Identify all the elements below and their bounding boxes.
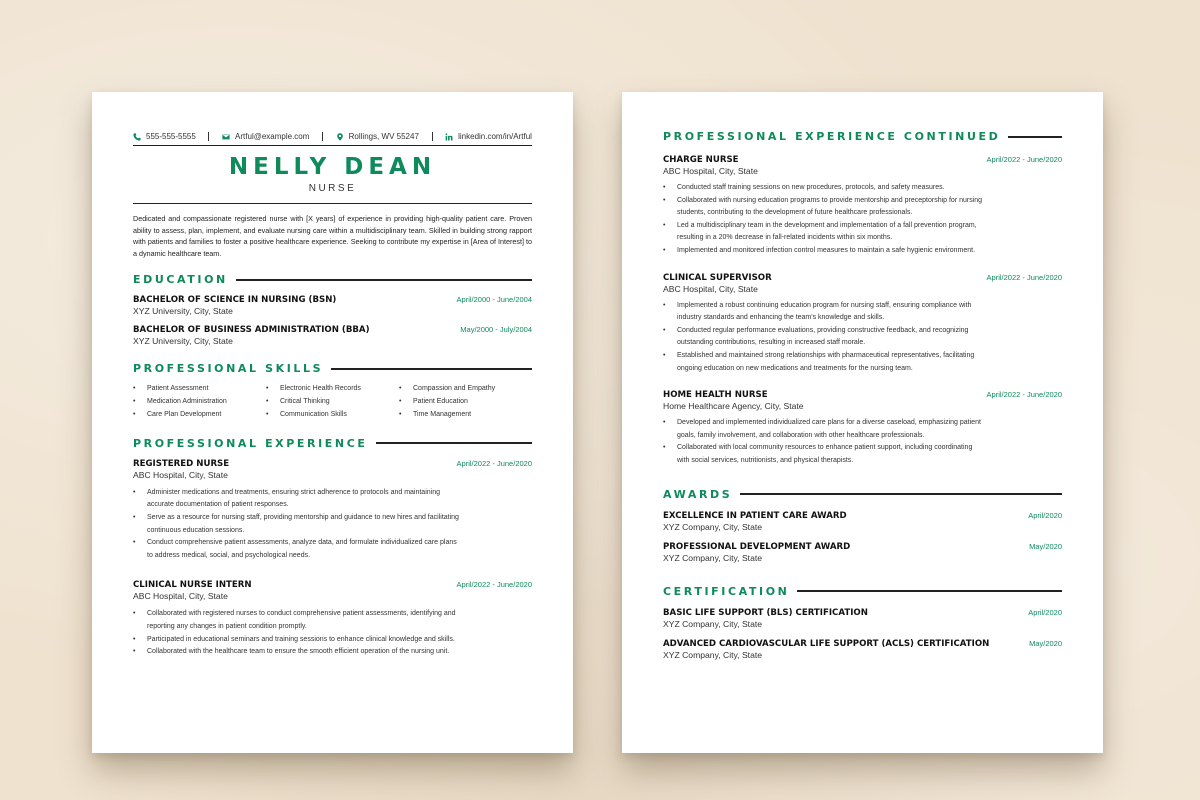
bullet-item: • Serve as a resource for nursing staff, providing mentorship and guidance to new hires and facilitating bbox=[133, 512, 532, 525]
phone-text: 555-555-5555 bbox=[146, 132, 196, 141]
job-place: Home Healthcare Agency, City, State bbox=[663, 401, 804, 412]
linkedin-text: linkedin.com/in/Artful bbox=[458, 132, 532, 141]
experience-heading bbox=[133, 437, 532, 450]
skill-item: • Critical Thinking bbox=[266, 397, 399, 408]
job-place: ABC Hospital, City, State bbox=[133, 469, 228, 480]
school-name: XYZ University, City, State bbox=[133, 336, 233, 347]
phone-icon bbox=[133, 133, 141, 141]
section-rule bbox=[236, 279, 532, 281]
job-date: April/2022 - June/2020 bbox=[986, 155, 1062, 164]
job-bullets bbox=[663, 300, 1062, 376]
degree-title: BACHELOR OF SCIENCE IN NURSING (BSN) bbox=[133, 295, 337, 306]
award-title: EXCELLENCE IN PATIENT CARE AWARD bbox=[663, 510, 847, 521]
job-date: April/2022 - June/2020 bbox=[986, 272, 1062, 282]
certification-org: XYZ Company, City, State bbox=[663, 649, 763, 660]
skill-item: • Medication Administration bbox=[133, 397, 266, 408]
bullet-item: students, contributing to the development of future healthcare professionals. bbox=[677, 209, 913, 217]
bullet-item: • Implemented a robust continuing education program for nursing staff, ensuring compliance with bbox=[663, 300, 1062, 313]
award-org: XYZ Company, City, State bbox=[663, 552, 763, 563]
award-date: April/2020 bbox=[1028, 510, 1062, 520]
bullet-item: • Developed and implemented individualized care plans for a diverse caseload, emphasizing patient bbox=[663, 417, 1062, 430]
bullet-item: • Established and maintained strong relationships with pharmaceutical representatives, facilitating bbox=[663, 350, 1062, 363]
certification-heading bbox=[663, 585, 1062, 598]
resume-page-2 bbox=[622, 92, 1103, 753]
linkedin-icon bbox=[445, 133, 453, 141]
certification-date: April/2020 bbox=[1028, 607, 1062, 617]
award-org: XYZ Company, City, State bbox=[663, 521, 763, 532]
awards-heading bbox=[663, 488, 1062, 501]
experience-entry bbox=[663, 155, 1062, 258]
skills-list bbox=[133, 384, 532, 421]
job-date: April/2022 - June/2020 bbox=[986, 390, 1062, 400]
candidate-name: NELLY DEAN bbox=[228, 154, 437, 180]
section-rule bbox=[1008, 136, 1062, 138]
bullet-item: • Led a multidisciplinary team in the development and implementation of a fall prevention program, bbox=[663, 220, 1062, 233]
certification-heading-text: CERTIFICATION bbox=[663, 584, 790, 598]
bullet-item: reporting any changes in patient condition promptly. bbox=[147, 623, 307, 631]
location-text: Rollings, WV 55247 bbox=[348, 132, 419, 141]
section-rule bbox=[331, 368, 532, 370]
resume-page-1 bbox=[92, 92, 573, 753]
job-bullets bbox=[133, 487, 532, 563]
experience-entry bbox=[133, 459, 532, 563]
email-text: Artful@example.com bbox=[235, 132, 310, 141]
contact-divider bbox=[322, 132, 323, 141]
education-heading bbox=[133, 273, 532, 286]
education-date: May/2000 - July/2004 bbox=[460, 325, 532, 335]
bullet-item: • Implemented and monitored infection control measures to maintain a safe hygienic environment. bbox=[663, 245, 1062, 258]
certification-date: May/2020 bbox=[1029, 638, 1062, 648]
bullet-item: outstanding contributions, resulting in increased staff morale. bbox=[677, 339, 866, 347]
section-rule bbox=[740, 493, 1062, 495]
degree-title: BACHELOR OF BUSINESS ADMINISTRATION (BBA) bbox=[133, 325, 370, 336]
experience-entry bbox=[133, 580, 532, 658]
contact-location bbox=[336, 132, 419, 141]
experience-continued-heading-text: PROFESSIONAL EXPERIENCE CONTINUED bbox=[663, 130, 1001, 143]
skill-item: • Communication Skills bbox=[266, 410, 399, 421]
job-bullets bbox=[663, 417, 1062, 467]
bullet-item: • Collaborated with the healthcare team to ensure the smooth efficient operation of the nursing unit. bbox=[133, 646, 532, 659]
contact-email[interactable] bbox=[222, 132, 309, 141]
experience-entry bbox=[663, 273, 1062, 376]
skill-item: • Patient Assessment bbox=[133, 384, 266, 395]
certification-entry bbox=[663, 639, 1062, 660]
experience-heading-text: PROFESSIONAL EXPERIENCE bbox=[133, 436, 368, 450]
skills-heading-text: PROFESSIONAL SKILLS bbox=[133, 362, 324, 376]
skill-item: • Compassion and Empathy bbox=[399, 384, 532, 395]
experience-entry bbox=[663, 390, 1062, 467]
award-date: May/2020 bbox=[1029, 541, 1062, 551]
bullet-item: • Collaborated with nursing education programs to provide mentorship and preceptorship for nursing bbox=[663, 195, 1062, 208]
bullet-item: • Collaborated with local community resources to enhance patient support, including coordinating bbox=[663, 442, 1062, 455]
bullet-item: • Participated in educational seminars and training sessions to enhance clinical knowledge and skills. bbox=[133, 634, 532, 647]
candidate-role: NURSE bbox=[133, 183, 532, 204]
skill-item: • Patient Education bbox=[399, 397, 532, 408]
certification-title: ADVANCED CARDIOVASCULAR LIFE SUPPORT (ACLS) CERTIFICATION bbox=[663, 638, 990, 649]
section-rule bbox=[797, 590, 1062, 592]
bullet-item: • Collaborated with registered nurses to conduct comprehensive patient assessments, identifying and bbox=[133, 608, 532, 621]
award-title: PROFESSIONAL DEVELOPMENT AWARD bbox=[663, 541, 851, 552]
bullet-item: with social services, nutritionists, and physical therapists. bbox=[677, 456, 854, 464]
job-title: CLINICAL NURSE INTERN bbox=[133, 580, 252, 591]
bullet-item: • Conducted staff training sessions on new procedures, protocols, and safety measures. bbox=[663, 182, 1062, 195]
bullet-item: continuous education sessions. bbox=[147, 526, 245, 534]
contact-phone bbox=[133, 132, 196, 141]
section-rule bbox=[376, 442, 532, 444]
job-place: ABC Hospital, City, State bbox=[663, 166, 758, 176]
certification-entry bbox=[663, 608, 1062, 629]
education-entry bbox=[133, 325, 532, 346]
bullet-item: resulting in a 20% decrease in fall-related incidents within six months. bbox=[677, 234, 893, 242]
education-date: April/2000 - June/2004 bbox=[456, 295, 532, 305]
education-heading-text: EDUCATION bbox=[133, 273, 228, 287]
job-title: CHARGE NURSE bbox=[663, 155, 739, 165]
award-entry bbox=[663, 511, 1062, 532]
contact-divider bbox=[208, 132, 209, 141]
certification-org: XYZ Company, City, State bbox=[663, 618, 763, 629]
job-date: April/2022 - June/2020 bbox=[456, 458, 532, 468]
job-bullets bbox=[663, 182, 1062, 258]
summary-text: Dedicated and compassionate registered nurse with [X years] of experience in providing high-quality patient care. Proven ability to assess, plan, implement, and evaluate nursing care within a multidisciplinary team. Skilled in building strong rapport with patients and families to foster a positive healthcare experience. Seeking to contribute my expertise in [Area of Interest] to a dynamic healthcare team. bbox=[133, 214, 532, 258]
skill-item: • Time Management bbox=[399, 410, 532, 421]
location-pin-icon bbox=[336, 133, 344, 141]
bullet-item: ongoing education on new medications and treatments for the nursing team. bbox=[677, 364, 913, 372]
contact-bar bbox=[133, 132, 532, 146]
education-entry bbox=[133, 295, 532, 316]
bullet-item: goals, family involvement, and collaboration with other healthcare professionals. bbox=[677, 431, 925, 439]
bullet-item: to address medical, social, and psychological needs. bbox=[147, 551, 311, 559]
skill-item: • Care Plan Development bbox=[133, 410, 266, 421]
job-place: ABC Hospital, City, State bbox=[663, 283, 758, 294]
contact-linkedin[interactable] bbox=[445, 132, 532, 141]
job-date: April/2022 - June/2020 bbox=[456, 580, 532, 590]
job-place: ABC Hospital, City, State bbox=[133, 591, 228, 602]
experience-continued-heading bbox=[663, 130, 1062, 143]
award-entry bbox=[663, 542, 1062, 563]
bullet-item: industry standards and enhancing the team's knowledge and skills. bbox=[677, 314, 885, 322]
skills-heading bbox=[133, 362, 532, 375]
job-title: REGISTERED NURSE bbox=[133, 458, 230, 469]
job-bullets bbox=[133, 608, 532, 658]
bullet-item: accurate documentation of patient responses. bbox=[147, 501, 289, 509]
bullet-item: • Conduct comprehensive patient assessments, analyze data, and formulate individualized care plans bbox=[133, 537, 532, 550]
job-title: CLINICAL SUPERVISOR bbox=[663, 272, 772, 283]
awards-heading-text: AWARDS bbox=[663, 487, 733, 501]
bullet-item: • Administer medications and treatments, ensuring strict adherence to protocols and maintaining bbox=[133, 487, 532, 500]
school-name: XYZ University, City, State bbox=[133, 306, 233, 317]
certification-title: BASIC LIFE SUPPORT (BLS) CERTIFICATION bbox=[663, 607, 868, 618]
job-title: HOME HEALTH NURSE bbox=[663, 390, 768, 401]
bullet-item: • Conducted regular performance evaluations, providing constructive feedback, and recognizing bbox=[663, 325, 1062, 338]
contact-divider bbox=[432, 132, 433, 141]
mail-icon bbox=[222, 133, 230, 141]
skill-item: • Electronic Health Records bbox=[266, 384, 399, 395]
